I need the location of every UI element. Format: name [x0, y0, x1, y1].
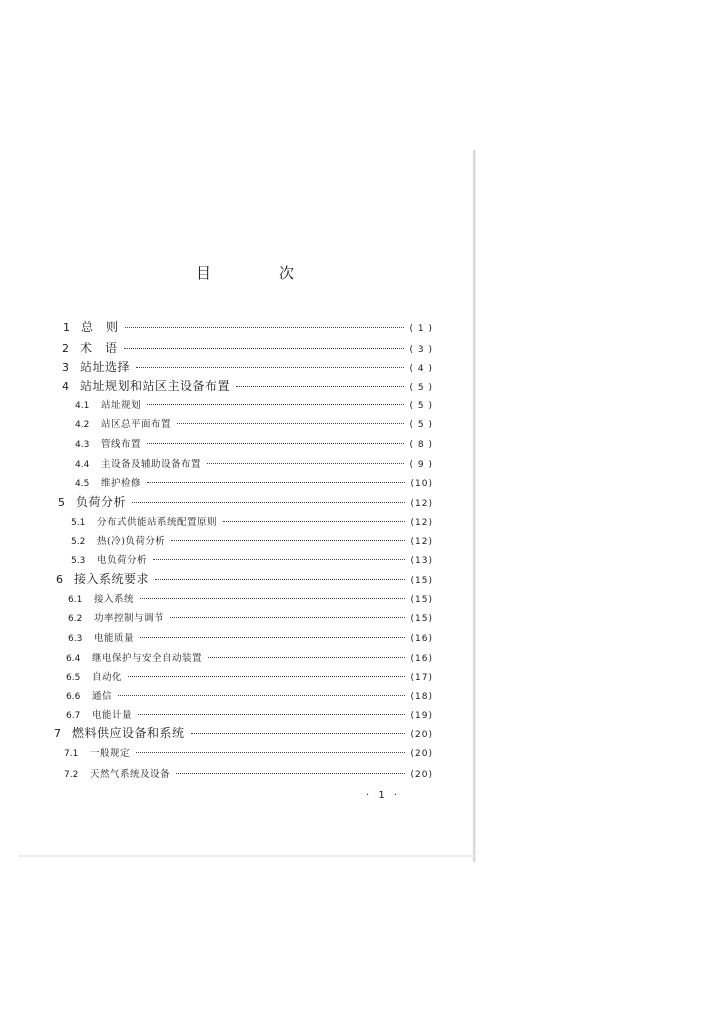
toc-entry-label: 一般规定: [90, 748, 131, 759]
dot-leader: [132, 502, 405, 503]
toc-entry[interactable]: [75, 397, 433, 411]
dot-leader: [191, 733, 405, 734]
toc-entry-page: (12): [410, 518, 433, 528]
toc-entry-page: (20): [410, 730, 433, 740]
toc-entry[interactable]: [62, 339, 433, 356]
toc-entry-label: 电能质量: [94, 633, 135, 644]
dot-leader: [155, 579, 405, 580]
toc-entry-label: 继电保护与安全自动装置: [92, 653, 203, 664]
toc-entry-page: (20): [410, 749, 433, 759]
toc-entry-label: 功率控制与调节: [94, 613, 165, 624]
toc-entry-number: 3: [62, 361, 69, 374]
toc-entry-number: 5: [58, 496, 65, 509]
toc-title-char-2: 次: [278, 264, 296, 282]
toc-entry[interactable]: [71, 533, 433, 547]
toc-entry[interactable]: [62, 358, 433, 375]
toc-entry-page: (17): [410, 673, 433, 683]
toc-entry-number: 4.2: [75, 420, 90, 430]
dot-leader: [147, 482, 405, 483]
toc-entry[interactable]: [75, 475, 433, 489]
toc-entry[interactable]: [75, 436, 433, 450]
toc-entry-label: 术 语: [80, 341, 118, 355]
toc-entry-label: 分布式供能站系统配置原则: [97, 517, 218, 528]
toc-entry[interactable]: [71, 514, 433, 528]
toc-entry-number: 4.5: [75, 479, 90, 489]
toc-entry-label: 通信: [92, 691, 113, 702]
dot-leader: [136, 367, 404, 368]
toc-entry-number: 5.3: [71, 556, 86, 566]
toc-entry-label: 燃料供应设备和系统: [72, 726, 185, 740]
toc-entry[interactable]: [62, 377, 433, 394]
toc-entry[interactable]: [66, 688, 433, 702]
dot-leader: [140, 637, 405, 638]
toc-entry-number: 4.3: [75, 440, 90, 450]
toc-entry-page: (16): [410, 634, 433, 644]
dot-leader: [147, 443, 404, 444]
toc-entry-page: (15): [410, 614, 433, 624]
toc-entry-number: 7: [54, 727, 61, 740]
toc-entry-number: 6.4: [66, 654, 81, 664]
toc-entry-page: (13): [410, 556, 433, 566]
dot-leader: [125, 327, 404, 328]
toc-entry-number: 5.2: [71, 537, 86, 547]
toc-entry-number: 4.1: [75, 401, 90, 411]
toc-entry-page: ( 3 ): [409, 345, 433, 355]
toc-entry-label: 热(冷)负荷分析: [97, 536, 166, 547]
toc-entry-number: 2: [62, 342, 69, 355]
toc-entry-number: 6: [56, 573, 63, 586]
toc-entry-number: 6.7: [66, 711, 81, 721]
toc-entry-label: 接入系统: [94, 594, 135, 605]
toc-entry[interactable]: [63, 318, 433, 335]
toc-entry[interactable]: [66, 650, 433, 664]
toc-entry-page: ( 9 ): [409, 460, 433, 470]
toc-entry-label: 接入系统要求: [74, 572, 150, 586]
dot-leader: [140, 598, 405, 599]
toc-entry-label: 维护检修: [101, 478, 142, 489]
dot-leader: [208, 657, 405, 658]
toc-entry[interactable]: [71, 552, 433, 566]
dot-leader: [136, 752, 405, 753]
toc-entry-label: 自动化: [92, 672, 123, 683]
toc-entry-page: (12): [410, 499, 433, 509]
toc-entry-page: (20): [410, 770, 433, 780]
toc-entry-number: 4: [62, 380, 69, 393]
toc-entry-number: 6.5: [66, 673, 81, 683]
toc-entry-page: (19): [410, 711, 433, 721]
toc-entry-number: 6.1: [68, 595, 83, 605]
dot-leader: [124, 348, 404, 349]
toc-entry-page: (15): [410, 595, 433, 605]
toc-title-char-1: 目: [196, 264, 214, 282]
toc-entry[interactable]: [64, 766, 433, 780]
toc-entry-number: 5.1: [71, 518, 86, 528]
toc-entry[interactable]: [64, 745, 433, 759]
dot-leader: [176, 773, 405, 774]
toc-entry-label: 站址选择: [80, 360, 131, 374]
dot-leader: [170, 617, 405, 618]
toc-entry-label: 总 则: [81, 320, 119, 334]
toc-entry-page: (18): [410, 692, 433, 702]
toc-entry-label: 电能计量: [92, 710, 133, 721]
dot-leader: [207, 463, 404, 464]
toc-entry-number: 7.2: [64, 770, 79, 780]
toc-entry-number: 4.4: [75, 460, 90, 470]
toc-entry[interactable]: [66, 669, 433, 683]
toc-entry-number: 6.3: [68, 634, 83, 644]
toc-entry-page: (16): [410, 654, 433, 664]
dot-leader: [171, 540, 404, 541]
toc-entry-page: ( 5 ): [409, 383, 433, 393]
toc-entry-page: ( 8 ): [409, 440, 433, 450]
toc-entry-label: 站址规划和站区主设备布置: [80, 379, 231, 393]
toc-entry[interactable]: [68, 591, 433, 605]
toc-entry[interactable]: [75, 416, 433, 430]
toc-entry-label: 站址规划: [101, 400, 142, 411]
toc-entry-page: ( 5 ): [409, 401, 433, 411]
toc-entry-page: ( 1 ): [409, 324, 433, 334]
toc-entry-page: (15): [410, 576, 433, 586]
dot-leader: [147, 404, 404, 405]
toc-entry-label: 管线布置: [101, 439, 142, 450]
toc-entry[interactable]: [66, 707, 433, 721]
dot-leader: [223, 521, 405, 522]
toc-entry-label: 负荷分析: [76, 495, 127, 509]
dot-leader: [118, 695, 405, 696]
dot-leader: [236, 386, 404, 387]
toc-entry-page: ( 4 ): [409, 364, 433, 374]
dot-leader: [153, 559, 405, 560]
page-bottom-edge: [18, 855, 476, 857]
page-edge-shadow: [473, 150, 476, 862]
toc-entry[interactable]: [68, 630, 433, 644]
toc-entry-page: ( 5 ): [409, 420, 433, 430]
dot-leader: [128, 676, 405, 677]
toc-entry-page: (10): [410, 479, 433, 489]
toc-entry[interactable]: [56, 570, 433, 587]
page-number-footer: · 1 ·: [366, 790, 401, 801]
dot-leader: [177, 423, 404, 424]
toc-entry-label: 主设备及辅助设备布置: [101, 459, 202, 470]
toc-entry-label: 站区总平面布置: [101, 419, 172, 430]
toc-entry-number: 1: [63, 321, 70, 334]
toc-title: [196, 262, 296, 283]
toc-entry-number: 7.1: [64, 749, 79, 759]
toc-entry[interactable]: [54, 724, 433, 741]
toc-entry-number: 6.6: [66, 692, 81, 702]
toc-entry[interactable]: [58, 493, 433, 510]
dot-leader: [138, 714, 405, 715]
toc-entry-page: (12): [410, 537, 433, 547]
toc-entry-number: 6.2: [68, 614, 83, 624]
toc-entry-label: 天然气系统及设备: [90, 769, 171, 780]
toc-entry[interactable]: [75, 456, 433, 470]
toc-entry-label: 电负荷分析: [97, 555, 148, 566]
toc-entry[interactable]: [68, 610, 433, 624]
